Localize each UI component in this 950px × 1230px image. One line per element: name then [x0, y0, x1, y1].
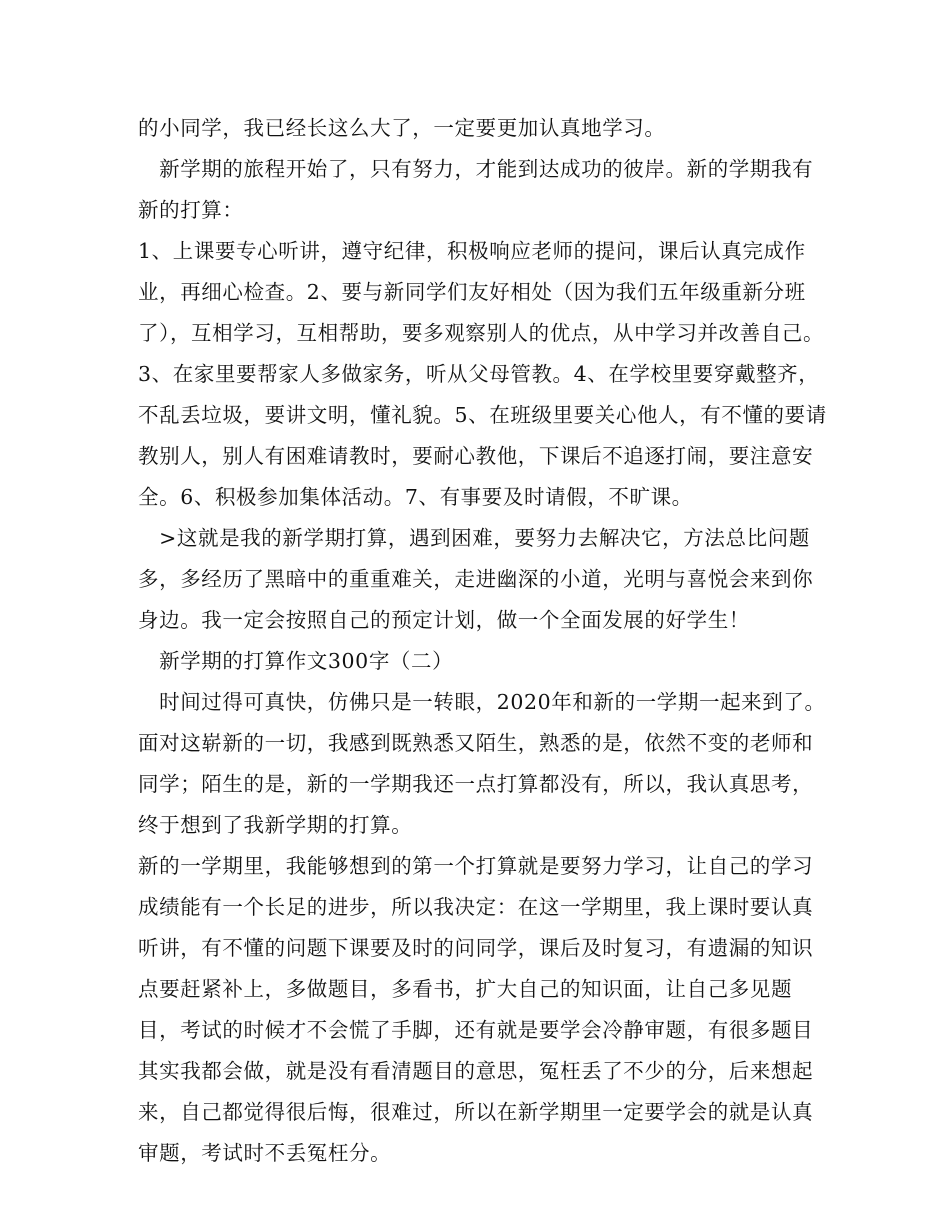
paragraph-continuation: 的小同学，我已经长这么大了，一定要更加认真地学习。 [138, 116, 666, 140]
paragraph-intro: 新学期的旅程开始了，只有努力，才能到达成功的彼岸。新的学期我有新的打算： [138, 157, 814, 222]
paragraph-second-essay-plan: 新的一学期里，我能够想到的第一个打算就是要努力学习，让自己的学习成绩能有一个长足的进步，所以我决定：在这一学期里，我上课时要认真听讲，有不懂的问题下课要及时的问同学，课后及时复习，有遗漏的知识点要赶紧补上，多做题目，多看书，扩大自己的知识面，让自己多见题目，考试的时候才不会慌了手脚，还有就是要学会冷静审题，有很多题目其实我都会做，就是没有看清题目的意思，冤枉丢了不少的分，后来想起来，自己都觉得很后悔，很难过，所以在新学期里一定要学会的就是认真审题，考试时不丢冤枉分。 [138, 854, 814, 1165]
document-body [138, 108, 828, 1174]
paragraph-plan-list: 1、上课要专心听讲，遵守纪律，积极响应老师的提问，课后认真完成作业，再细心检查。2、要与新同学们友好相处（因为我们五年级重新分班了），互相学习，互相帮助，要多观察别人的优点，从中学习并改善自己。3、在家里要帮家人多做家务，听从父母管教。4、在学校里要穿戴整齐，不乱丢垃圾，要讲文明，懂礼貌。5、在班级里要关心他人，有不懂的要请教别人，别人有困难请教时，要耐心教他，下课后不追逐打闹，要注意安全。6、积极参加集体活动。7、有事要及时请假，不旷课。 [138, 239, 827, 509]
section-heading: 新学期的打算作文300字（二） [138, 649, 454, 673]
paragraph-second-essay-intro: 时间过得可真快，仿佛只是一转眼，2020年和新的一学期一起来到了。面对这崭新的一切，我感到既熟悉又陌生，熟悉的是，依然不变的老师和同学；陌生的是，新的一学期我还一点打算都没有，所以，我认真思考，终于想到了我新学期的打算。 [138, 690, 826, 837]
paragraph-conclusion: >这就是我的新学期打算，遇到困难，要努力去解决它，方法总比问题多，多经历了黑暗中的重重难关，走进幽深的小道，光明与喜悦会来到你身边。我一定会按照自己的预定计划，做一个全面发展的好学生！ [138, 526, 814, 632]
